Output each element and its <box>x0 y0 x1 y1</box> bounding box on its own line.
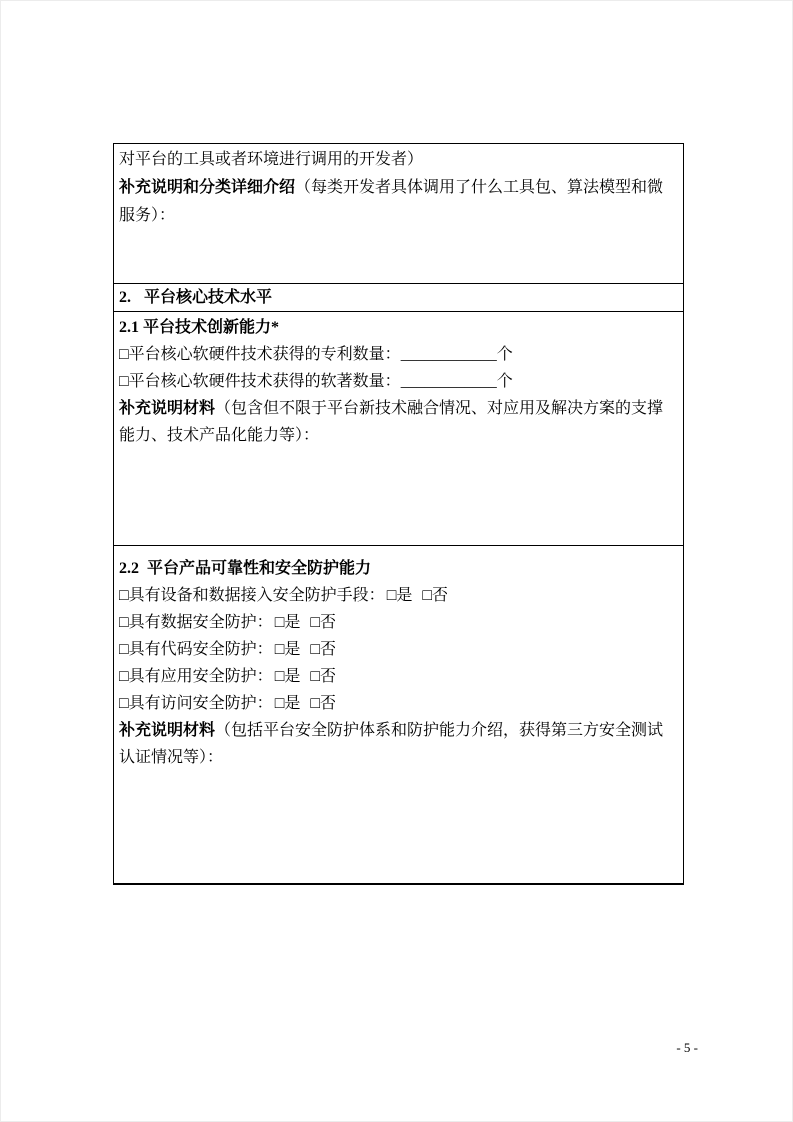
patent-count-blank: ____________ <box>400 346 497 363</box>
checkbox-icon: □ <box>119 668 129 685</box>
form-table <box>113 143 684 885</box>
patent-count-line <box>119 341 678 368</box>
continued-paragraph: 对平台的工具或者环境进行调用的开发者） <box>119 151 424 168</box>
yes-option: □是 <box>274 614 301 631</box>
checkbox-icon: □ <box>119 346 129 363</box>
application-security-label: 具有应用安全防护： <box>128 668 273 685</box>
section-2-2-note-label: 补充说明材料 <box>119 722 216 739</box>
section-2-1-title: 2.1 平台技术创新能力* <box>119 319 280 336</box>
no-option: □否 <box>310 668 337 685</box>
section-2-number: 2. <box>119 289 131 306</box>
section-2-2-note-detail: （包括平台安全防护体系和防护能力介绍，获得第三方安全测试认证情况等）： <box>119 722 664 766</box>
access-security-label: 具有访问安全防护： <box>128 695 273 712</box>
section-2-2-note <box>119 717 678 771</box>
section-2-2-title-text: 平台产品可靠性和安全防护能力 <box>147 560 372 577</box>
table-cell-continuation <box>114 144 683 283</box>
section-2-header-row <box>114 283 683 311</box>
device-data-access-security-label: 具有设备和数据接入安全防护手段： <box>128 587 385 604</box>
yes-option: □是 <box>386 587 413 604</box>
section-2-1-note-label: 补充说明材料 <box>119 400 216 417</box>
checkbox-icon: □ <box>119 587 129 604</box>
software-copyright-count-line <box>119 368 678 395</box>
supplement-classification-detail: （每类开发者具体调用了什么工具包、算法模型和微服务）： <box>119 179 664 224</box>
no-option: □否 <box>310 641 337 658</box>
section-2-2-number: 2.2 <box>119 560 139 577</box>
software-copyright-count-label: 平台核心软硬件技术获得的软著数量： <box>128 373 401 390</box>
yes-option: □是 <box>274 641 301 658</box>
section-2-1-cell <box>114 311 683 545</box>
supplement-classification-paragraph <box>119 174 678 230</box>
page-number: - 5 - <box>676 1040 698 1055</box>
checkbox-icon: □ <box>119 614 129 631</box>
checkbox-icon: □ <box>119 695 129 712</box>
code-security-line <box>119 636 678 663</box>
yes-option: □是 <box>274 668 301 685</box>
no-option: □否 <box>422 587 449 604</box>
access-security-line <box>119 690 678 717</box>
section-2-2-title <box>119 555 678 582</box>
code-security-label: 具有代码安全防护： <box>128 641 273 658</box>
checkbox-icon: □ <box>119 641 129 658</box>
no-option: □否 <box>310 695 337 712</box>
section-2-1-note-detail: （包含但不限于平台新技术融合情况、对应用及解决方案的支撑能力、技术产品化能力等）： <box>119 400 664 444</box>
device-data-access-security-line <box>119 582 678 609</box>
data-security-label: 具有数据安全防护： <box>128 614 273 631</box>
supplement-classification-label: 补充说明和分类详细介绍 <box>119 179 296 196</box>
no-option: □否 <box>310 614 337 631</box>
section-2-2-cell <box>114 545 683 883</box>
data-security-line <box>119 609 678 636</box>
software-copyright-count-blank: ____________ <box>400 373 497 390</box>
patent-count-label: 平台核心软硬件技术获得的专利数量： <box>128 346 401 363</box>
yes-option: □是 <box>274 695 301 712</box>
patent-count-unit: 个 <box>496 346 513 363</box>
checkbox-icon: □ <box>119 373 129 390</box>
section-2-1-note <box>119 395 678 449</box>
section-2-title: 平台核心技术水平 <box>144 289 273 306</box>
software-copyright-count-unit: 个 <box>496 373 513 390</box>
application-security-line <box>119 663 678 690</box>
